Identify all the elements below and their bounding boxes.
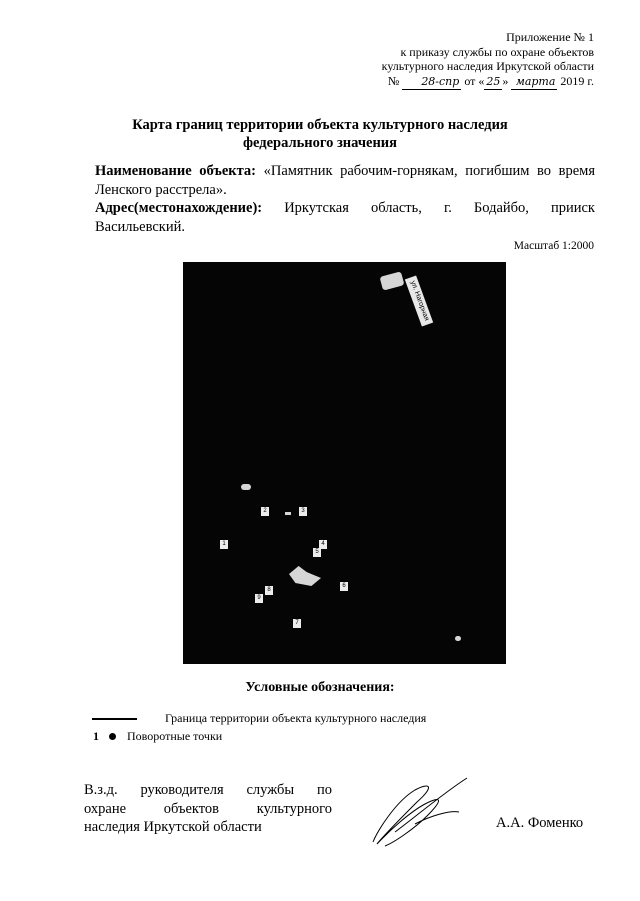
object-name-value: «Памятник рабочим-горнякам, погибшим во время Ленского расстрела». (95, 163, 595, 198)
order-month: марта (511, 75, 557, 91)
street-label: ул. Нагорная (405, 275, 433, 326)
object-name-label: Наименование объекта: (95, 163, 257, 179)
ground-patch (455, 636, 461, 641)
legend-boundary-label: Граница территории объекта культурного наследия (165, 711, 427, 725)
signer-word: службы (246, 782, 295, 798)
ground-patch (285, 512, 291, 515)
order-number: 28-спр (402, 75, 461, 91)
boundary-line-symbol (92, 718, 137, 720)
map-scale: Масштаб 1:2000 (513, 240, 594, 252)
title-line1: Карта границ территории объекта культурного наследия (132, 117, 508, 133)
object-info (95, 162, 595, 236)
object-address-line2: Васильевский. (95, 218, 185, 235)
signer-title-line3: наследия Иркутской области (84, 819, 262, 835)
signer-word: культурного (256, 800, 332, 817)
signer-word: объектов (163, 800, 220, 817)
address-word: г. (443, 200, 452, 216)
point-dot-icon (109, 733, 116, 740)
order-quote: » (502, 73, 509, 88)
legend-points (93, 729, 222, 744)
turning-point-2: 2 (261, 507, 269, 516)
object-name (95, 162, 595, 199)
appendix-line2: к приказу службы по охране объектов (400, 44, 594, 59)
signer-word: охране (84, 800, 127, 817)
order-no-prefix: № (387, 73, 400, 88)
aerial-map (183, 262, 506, 664)
signer-title-line2 (84, 800, 332, 819)
turning-point-5: 5 (313, 548, 321, 557)
document-title (60, 116, 580, 152)
turning-point-8: 8 (265, 586, 273, 595)
legend-title: Условные обозначения: (245, 680, 395, 695)
appendix-header (314, 30, 594, 90)
turning-point-3: 3 (299, 507, 307, 516)
object-address-line1 (95, 199, 595, 218)
legend-point-number: 1 (93, 729, 99, 743)
signer-name: А.А. Фоменко (496, 815, 584, 831)
turning-point-4: 4 (319, 540, 327, 549)
address-word: прииск (550, 200, 595, 216)
appendix-order-line (314, 74, 594, 91)
address-word: Бодайбо, (473, 200, 529, 216)
signature-block (84, 781, 332, 837)
address-word-first: Иркутская (284, 200, 349, 216)
turning-point-1: 1 (220, 540, 228, 549)
ground-patch (241, 484, 251, 490)
signer-word: руководителя (140, 782, 224, 798)
address-word: область, (370, 200, 422, 216)
order-day: 25 (484, 75, 502, 91)
monument-area (289, 566, 321, 586)
order-year: 2019 г. (560, 73, 594, 88)
handwritten-signature (355, 772, 475, 852)
signer-word: В.з.д. (84, 782, 118, 798)
appendix-line3: культурного наследия Иркутской области (381, 59, 594, 73)
legend-boundary (92, 711, 426, 726)
building-shape (380, 271, 405, 290)
signer-title-line1 (84, 781, 332, 800)
title-line2: федерального значения (242, 135, 397, 151)
appendix-line1: Приложение № 1 (506, 30, 594, 44)
object-address-label: Адрес(местонахождение): (95, 200, 263, 216)
signer-word: по (316, 782, 332, 798)
turning-point-6: 6 (340, 582, 348, 591)
order-from: от « (464, 73, 485, 88)
turning-point-7: 7 (293, 619, 301, 628)
turning-point-9: 9 (255, 594, 263, 603)
legend-points-label: Поворотные точки (127, 729, 223, 743)
